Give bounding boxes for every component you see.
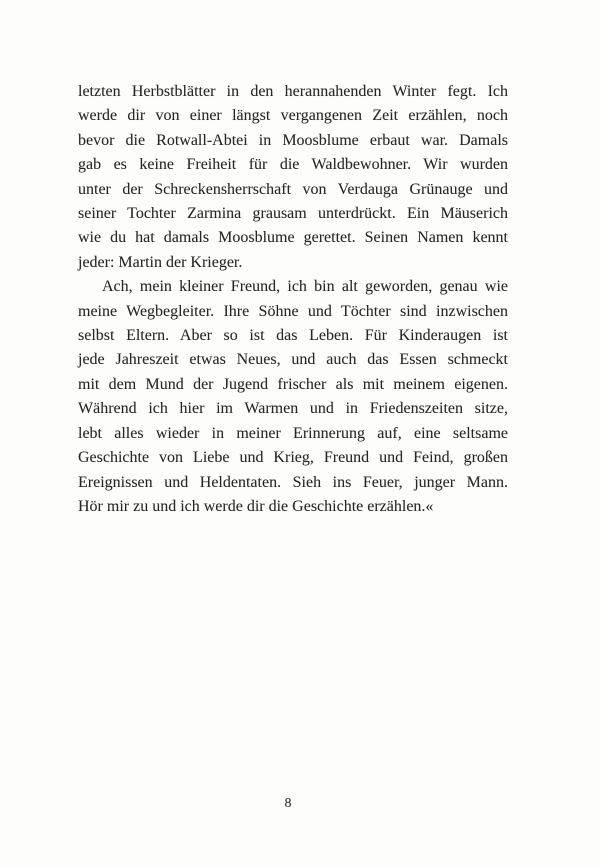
text-line: Hör mir zu und ich werde dir die Geschichte erzählen.« xyxy=(78,497,434,515)
text-line: werde dir von einer längst vergangenen Zeit erzählen, noch xyxy=(78,107,508,125)
text-line: unter der Schreckensherrschaft von Verdauga Grünauge und xyxy=(78,180,508,198)
text-line: seiner Tochter Zarmina grausam unterdrückt. Ein Mäuserich xyxy=(78,205,508,223)
text-line: letzten Herbstblätter in den herannahenden Winter fegt. Ich xyxy=(78,83,508,100)
paragraph-2 xyxy=(78,275,508,519)
page-number: 8 xyxy=(284,796,292,811)
text-line: Während ich hier im Warmen und in Friedenszeiten sitze, xyxy=(78,400,508,418)
text-line: selbst Eltern. Aber so ist das Leben. Für Kinderaugen ist xyxy=(78,327,508,345)
text-line: Ach, mein kleiner Freund, ich bin alt geworden, genau wie xyxy=(102,278,508,296)
text-line: Geschichte von Liebe und Krieg, Freund und Feind, großen xyxy=(78,449,508,467)
text-line: jeder: Martin der Krieger. xyxy=(78,253,243,271)
text-line: lebt alles wieder in meiner Erinnerung auf, eine seltsame xyxy=(78,424,508,442)
paragraph-1 xyxy=(78,80,508,275)
text-line: meine Wegbegleiter. Ihre Söhne und Töchter sind inzwischen xyxy=(78,302,508,320)
text-line: bevor die Rotwall-Abtei in Moosblume erbaut war. Damals xyxy=(78,131,508,149)
text-line: jede Jahreszeit etwas Neues, und auch das Essen schmeckt xyxy=(78,351,508,369)
text-line: mit dem Mund der Jugend frischer als mit meinem eigenen. xyxy=(78,375,508,393)
text-line: gab es keine Freiheit für die Waldbewohner. Wir wurden xyxy=(78,156,508,174)
text-line: wie du hat damals Moosblume gerettet. Seinen Namen kennt xyxy=(78,229,508,247)
text-block xyxy=(78,80,508,519)
text-line: Ereignissen und Heldentaten. Sieh ins Feuer, junger Mann. xyxy=(78,473,508,491)
